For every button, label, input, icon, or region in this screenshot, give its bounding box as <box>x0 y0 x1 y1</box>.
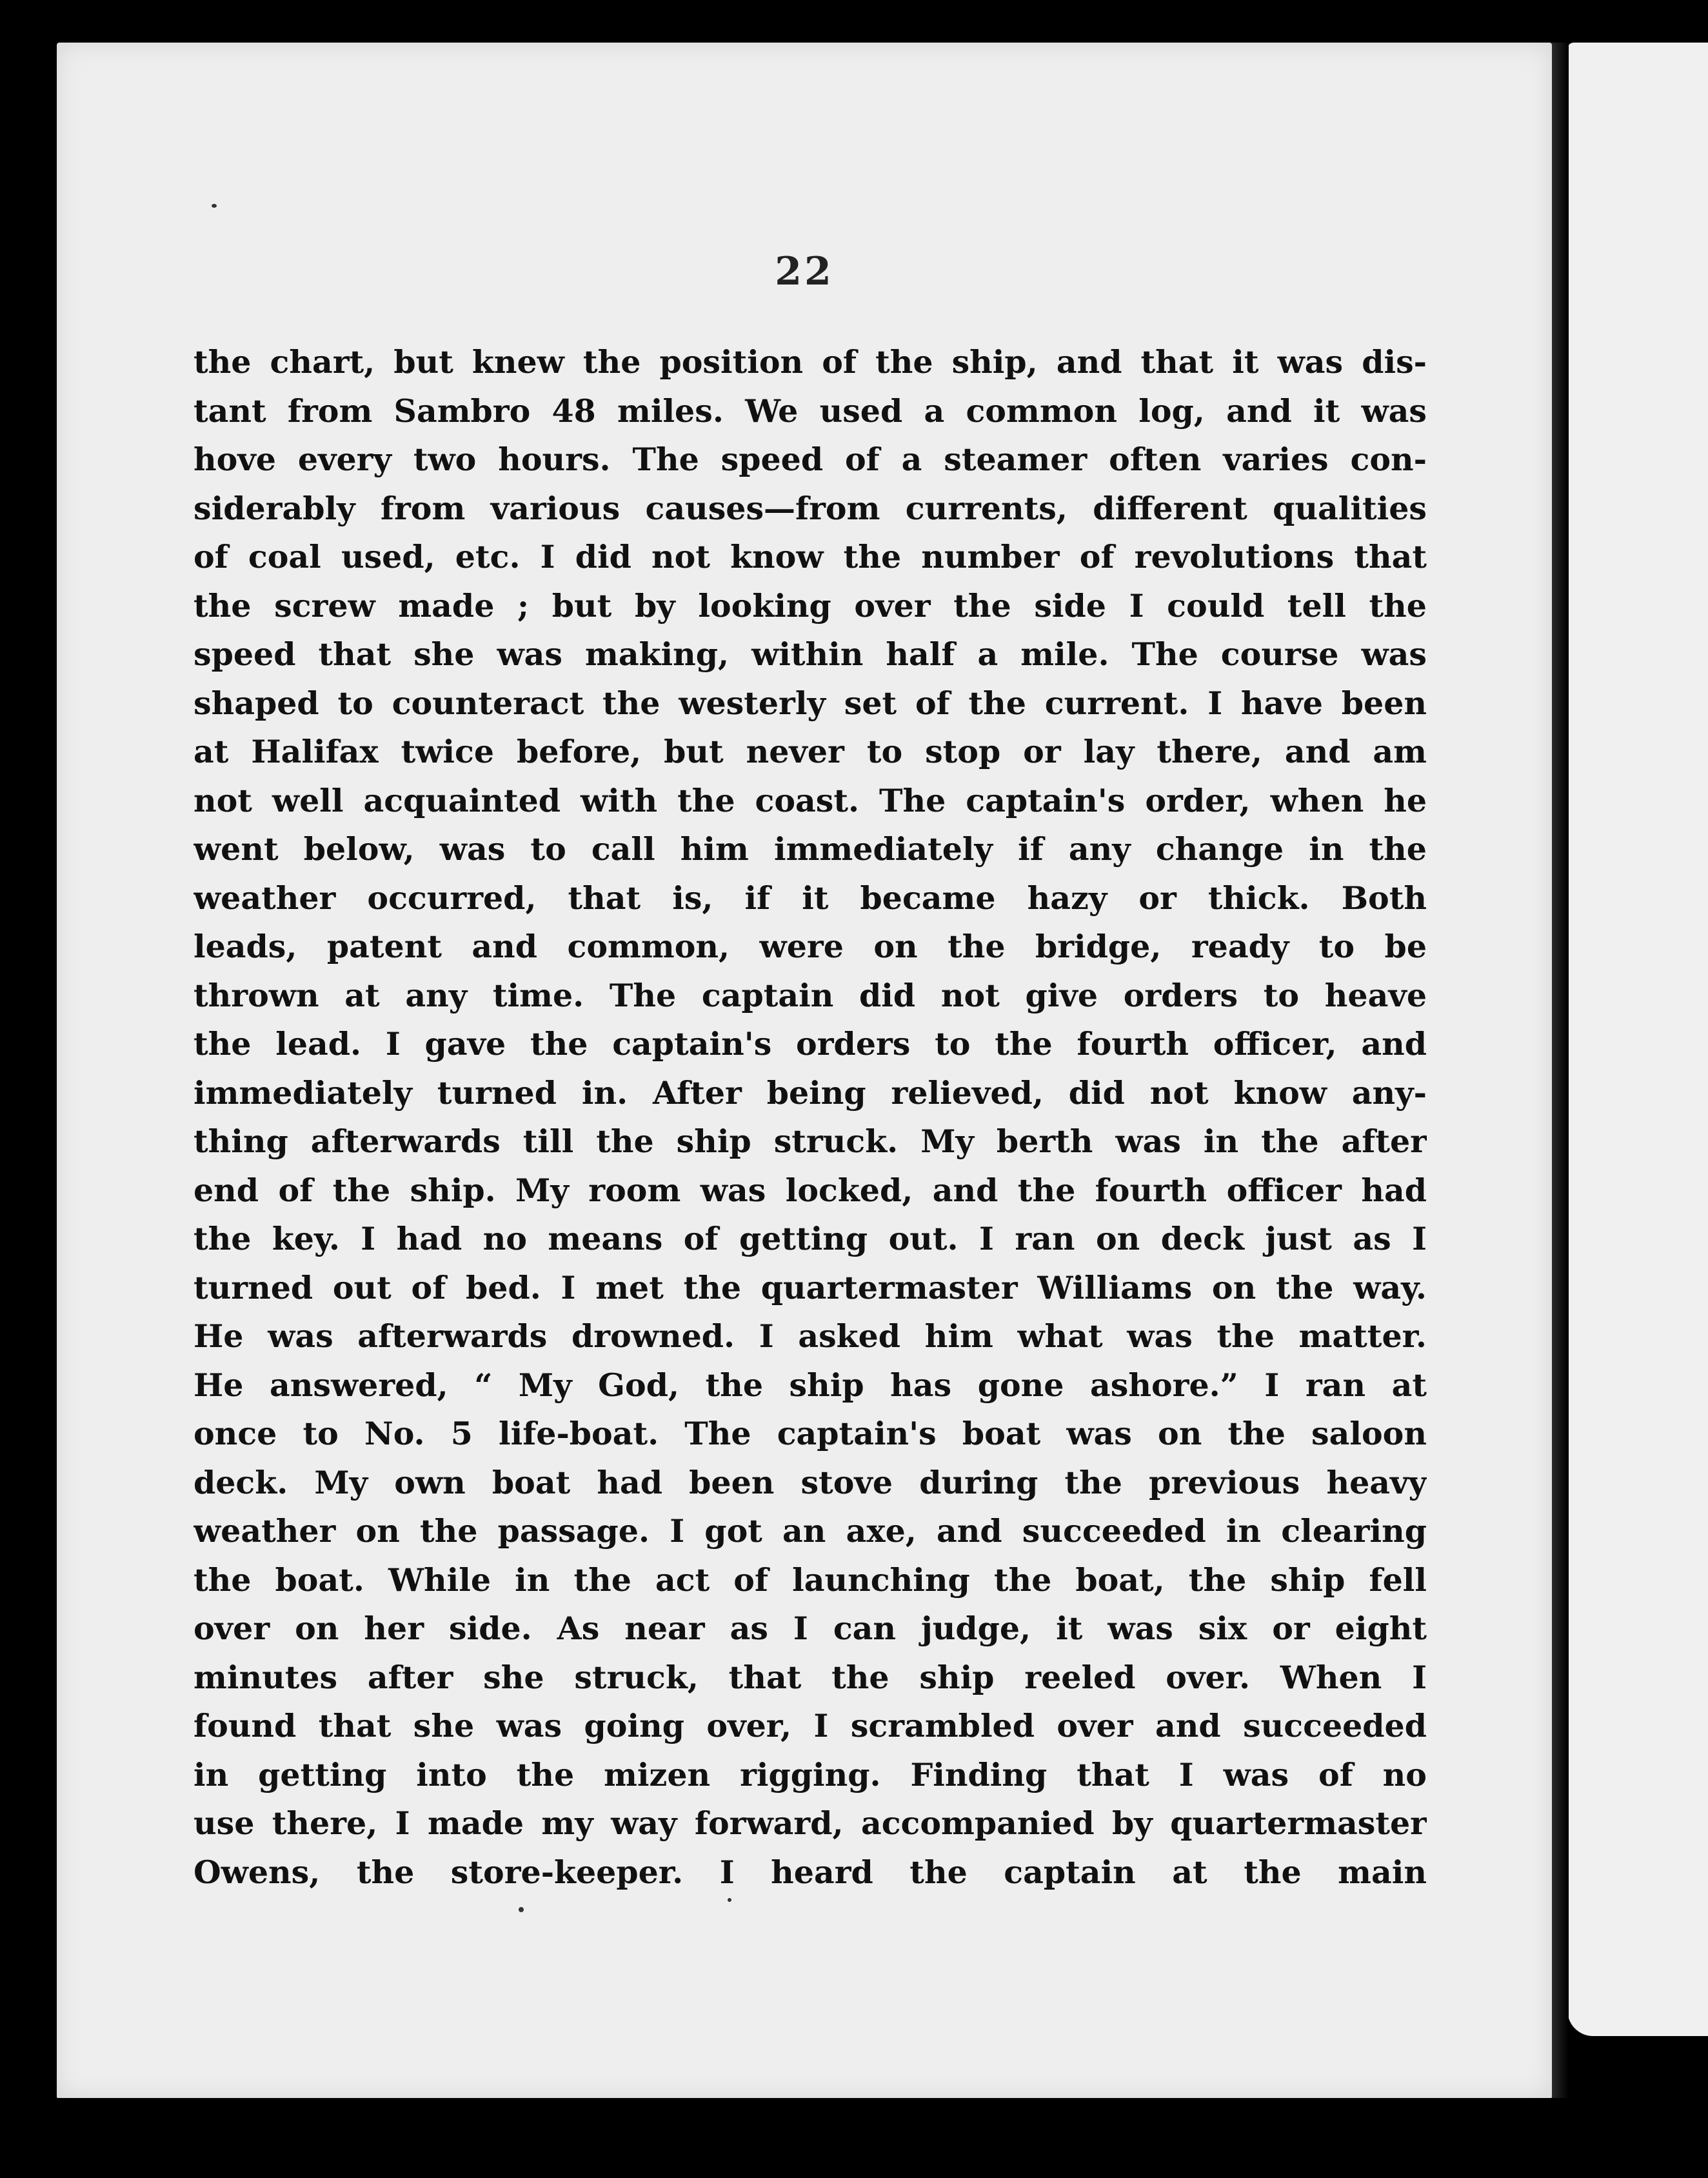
text-line: shaped to counteract the westerly set of the current. I have been <box>194 684 1427 722</box>
text-line: deck. My own boat had been stove during the previous heavy <box>194 1463 1427 1501</box>
text-line: minutes after she struck, that the ship reeled over. When I <box>194 1658 1427 1696</box>
text-line: the lead. I gave the captain's orders to the fourth officer, and <box>194 1025 1427 1063</box>
page-number: 22 <box>775 249 834 294</box>
text-line: use there, I made my way forward, accompanied by quartermaster <box>194 1804 1427 1842</box>
body-text <box>194 338 1427 1897</box>
text-line: in getting into the mizen rigging. Finding that I was of no <box>194 1755 1427 1793</box>
ink-speck <box>519 1907 524 1912</box>
text-line: end of the ship. My room was locked, and the fourth officer had <box>194 1171 1427 1209</box>
text-line: weather occurred, that is, if it became hazy or thick. Both <box>194 879 1427 917</box>
text-line: not well acquainted with the coast. The captain's order, when he <box>194 781 1427 819</box>
text-line: weather on the passage. I got an axe, and succeeded in clearing <box>194 1512 1427 1550</box>
ink-speck <box>212 204 217 208</box>
text-line: siderably from various causes—from currents, different qualities <box>194 489 1427 527</box>
text-line: thrown at any time. The captain did not give orders to heave <box>194 976 1427 1014</box>
text-line: the chart, but knew the position of the ship, and that it was dis- <box>194 343 1427 381</box>
text-line: the key. I had no means of getting out. I ran on deck just as I <box>194 1220 1427 1257</box>
text-line: leads, patent and common, were on the bridge, ready to be <box>194 928 1427 965</box>
text-line: He was afterwards drowned. I asked him what was the matter. <box>194 1317 1427 1355</box>
text-line: turned out of bed. I met the quartermaster Williams on the way. <box>194 1268 1427 1306</box>
text-line: Owens, the store-keeper. I heard the captain at the main <box>194 1853 1427 1891</box>
text-line: thing afterwards till the ship struck. My berth was in the after <box>194 1123 1427 1160</box>
book-page <box>57 43 1552 2098</box>
text-line: tant from Sambro 48 miles. We used a common log, and it was <box>194 392 1427 430</box>
text-line: speed that she was making, within half a mile. The course was <box>194 635 1427 673</box>
next-page-edge <box>1567 43 1708 2036</box>
text-line: the boat. While in the act of launching the boat, the ship fell <box>194 1561 1427 1599</box>
text-line: of coal used, etc. I did not know the number of revolutions that <box>194 538 1427 575</box>
text-line: He answered, “ My God, the ship has gone ashore.” I ran at <box>194 1366 1427 1404</box>
text-line: at Halifax twice before, but never to stop or lay there, and am <box>194 733 1427 770</box>
text-line: hove every two hours. The speed of a steamer often varies con- <box>194 441 1427 478</box>
text-line: found that she was going over, I scrambled over and succeeded <box>194 1707 1427 1744</box>
text-line: once to No. 5 life-boat. The captain's boat was on the saloon <box>194 1415 1427 1452</box>
text-line: immediately turned in. After being relieved, did not know any- <box>194 1074 1427 1112</box>
text-line: over on her side. As near as I can judge, it was six or eight <box>194 1610 1427 1647</box>
ink-speck <box>728 1898 731 1902</box>
text-line: the screw made ; but by looking over the side I could tell the <box>194 586 1427 624</box>
text-line: went below, was to call him immediately if any change in the <box>194 830 1427 868</box>
